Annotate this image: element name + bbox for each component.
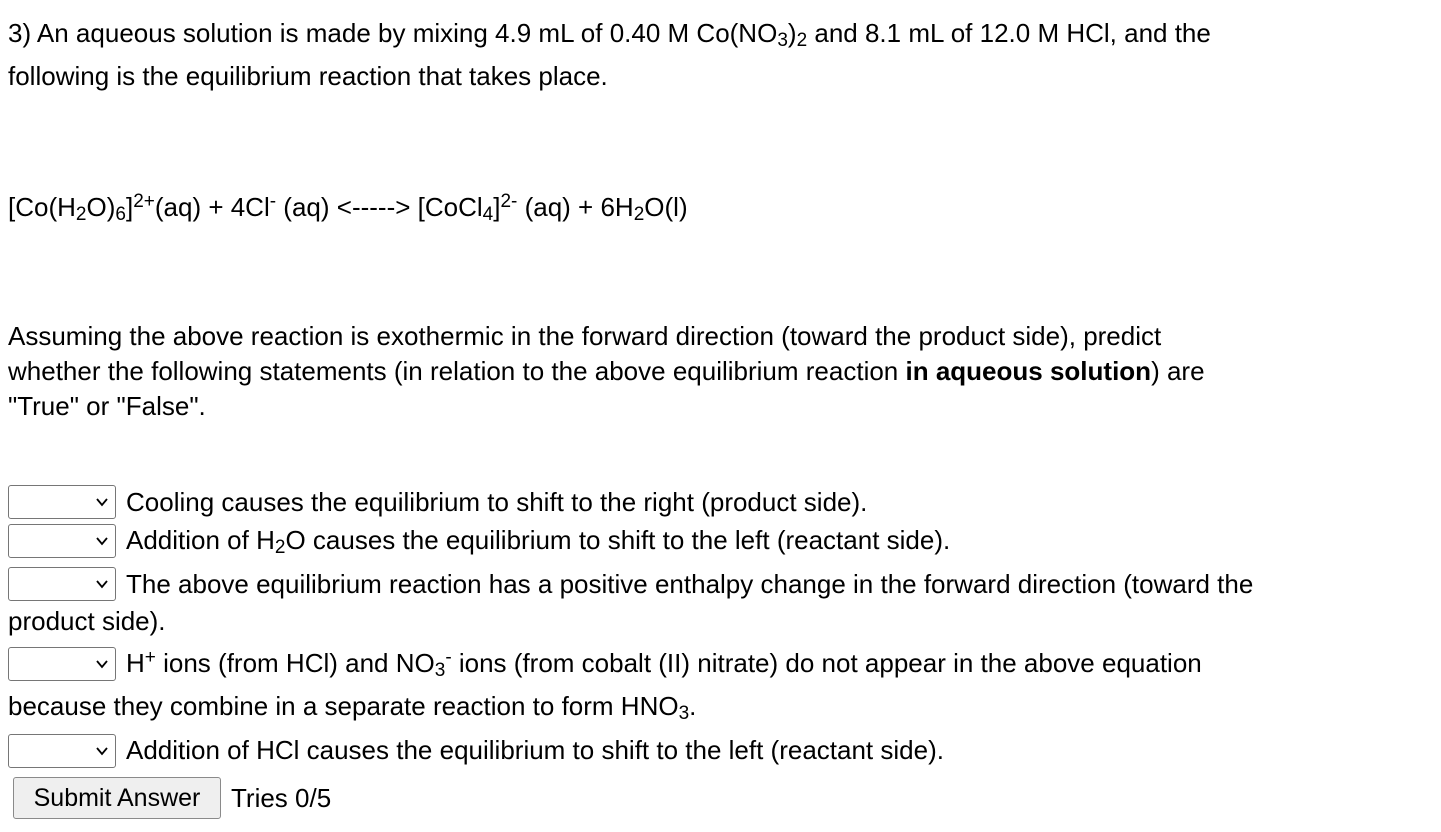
instructions-bold-text: in aqueous solution xyxy=(905,356,1152,386)
equation-text: [Co(H xyxy=(8,192,76,222)
superscript: 2+ xyxy=(133,191,155,212)
equilibrium-equation xyxy=(8,191,688,225)
equation-text: O) xyxy=(86,192,116,222)
statement-4-line-2 xyxy=(8,691,697,724)
chevron-down-icon xyxy=(95,744,109,758)
statement-text: The above equilibrium reaction has a positive enthalpy change in the forward direction (toward the xyxy=(126,569,1254,599)
question-intro-line-1 xyxy=(8,18,1211,51)
statement-3-line-2 xyxy=(8,606,166,636)
equation-text: ] xyxy=(125,192,134,222)
statement-text: O causes the equilibrium to shift to the left (reactant side). xyxy=(285,525,951,555)
equation-text: ] xyxy=(493,192,501,222)
instructions-text: whether the following statements (in relation to the above equilibrium reaction xyxy=(8,356,906,386)
superscript: - xyxy=(269,191,277,212)
instructions-line-3 xyxy=(8,391,206,421)
question-intro-line-2 xyxy=(8,61,608,91)
equation-text: (aq) + 6H xyxy=(517,192,634,222)
subscript: 3 xyxy=(678,703,690,724)
statement-text: H xyxy=(126,648,145,678)
instructions-line-2 xyxy=(8,356,1205,386)
intro-text: 3) An aqueous solution is made by mixing 4.9 mL of 0.40 M Co(NO xyxy=(8,18,778,48)
subscript: 2 xyxy=(274,537,286,558)
answer-select-5[interactable] xyxy=(8,734,116,768)
submit-answer-button[interactable]: Submit Answer xyxy=(13,777,221,819)
subscript: 2 xyxy=(75,204,87,225)
answer-select-4[interactable] xyxy=(8,647,116,681)
statement-3-line-1 xyxy=(126,569,1253,599)
answer-select-3[interactable] xyxy=(8,567,116,601)
statement-2 xyxy=(126,525,951,558)
subscript: 4 xyxy=(482,204,494,225)
statement-4-line-1 xyxy=(126,647,1202,681)
subscript: 2 xyxy=(796,30,808,51)
intro-text: ) xyxy=(787,18,797,48)
subscript: 3 xyxy=(777,30,788,51)
instructions-line-1 xyxy=(8,321,1161,351)
statement-text: ions (from HCl) and NO xyxy=(155,648,435,678)
equation-text: (aq) <-----> [CoCl xyxy=(276,192,483,222)
instructions-text: ) are xyxy=(1151,356,1205,386)
answer-select-1[interactable] xyxy=(8,485,116,519)
statement-text: . xyxy=(689,691,697,721)
subscript: 3 xyxy=(434,660,446,681)
equation-text: (aq) + 4Cl xyxy=(154,192,270,222)
chevron-down-icon xyxy=(95,577,109,591)
statement-text: Addition of H xyxy=(126,525,275,555)
answer-select-2[interactable] xyxy=(8,524,116,558)
intro-text: and 8.1 mL of 12.0 M HCl, and the xyxy=(807,18,1211,48)
chevron-down-icon xyxy=(95,495,109,509)
chevron-down-icon xyxy=(95,657,109,671)
statement-text: Addition of HCl causes the equilibrium to shift to the left (reactant side). xyxy=(126,735,944,765)
chevron-down-icon xyxy=(95,534,109,548)
statement-text: ions (from cobalt (II) nitrate) do not appear in the above equation xyxy=(451,648,1202,678)
statement-text: Cooling causes the equilibrium to shift to the right (product side). xyxy=(126,487,868,517)
instructions-text: "True" or "False". xyxy=(8,391,206,421)
superscript: + xyxy=(144,647,156,668)
tries-counter: Tries 0/5 xyxy=(231,783,332,813)
statement-text: product side). xyxy=(8,606,166,636)
statement-text: because they combine in a separate reaction to form HNO xyxy=(8,691,679,721)
superscript: 2- xyxy=(500,191,518,212)
subscript: 6 xyxy=(115,204,126,225)
equation-text: O(l) xyxy=(644,192,688,222)
statement-1 xyxy=(126,487,867,517)
superscript: - xyxy=(445,647,452,668)
intro-text: following is the equilibrium reaction that takes place. xyxy=(8,61,608,91)
instructions-text: Assuming the above reaction is exothermic in the forward direction (toward the product side), predict xyxy=(8,321,1162,351)
statement-5 xyxy=(126,735,944,765)
subscript: 2 xyxy=(633,204,645,225)
